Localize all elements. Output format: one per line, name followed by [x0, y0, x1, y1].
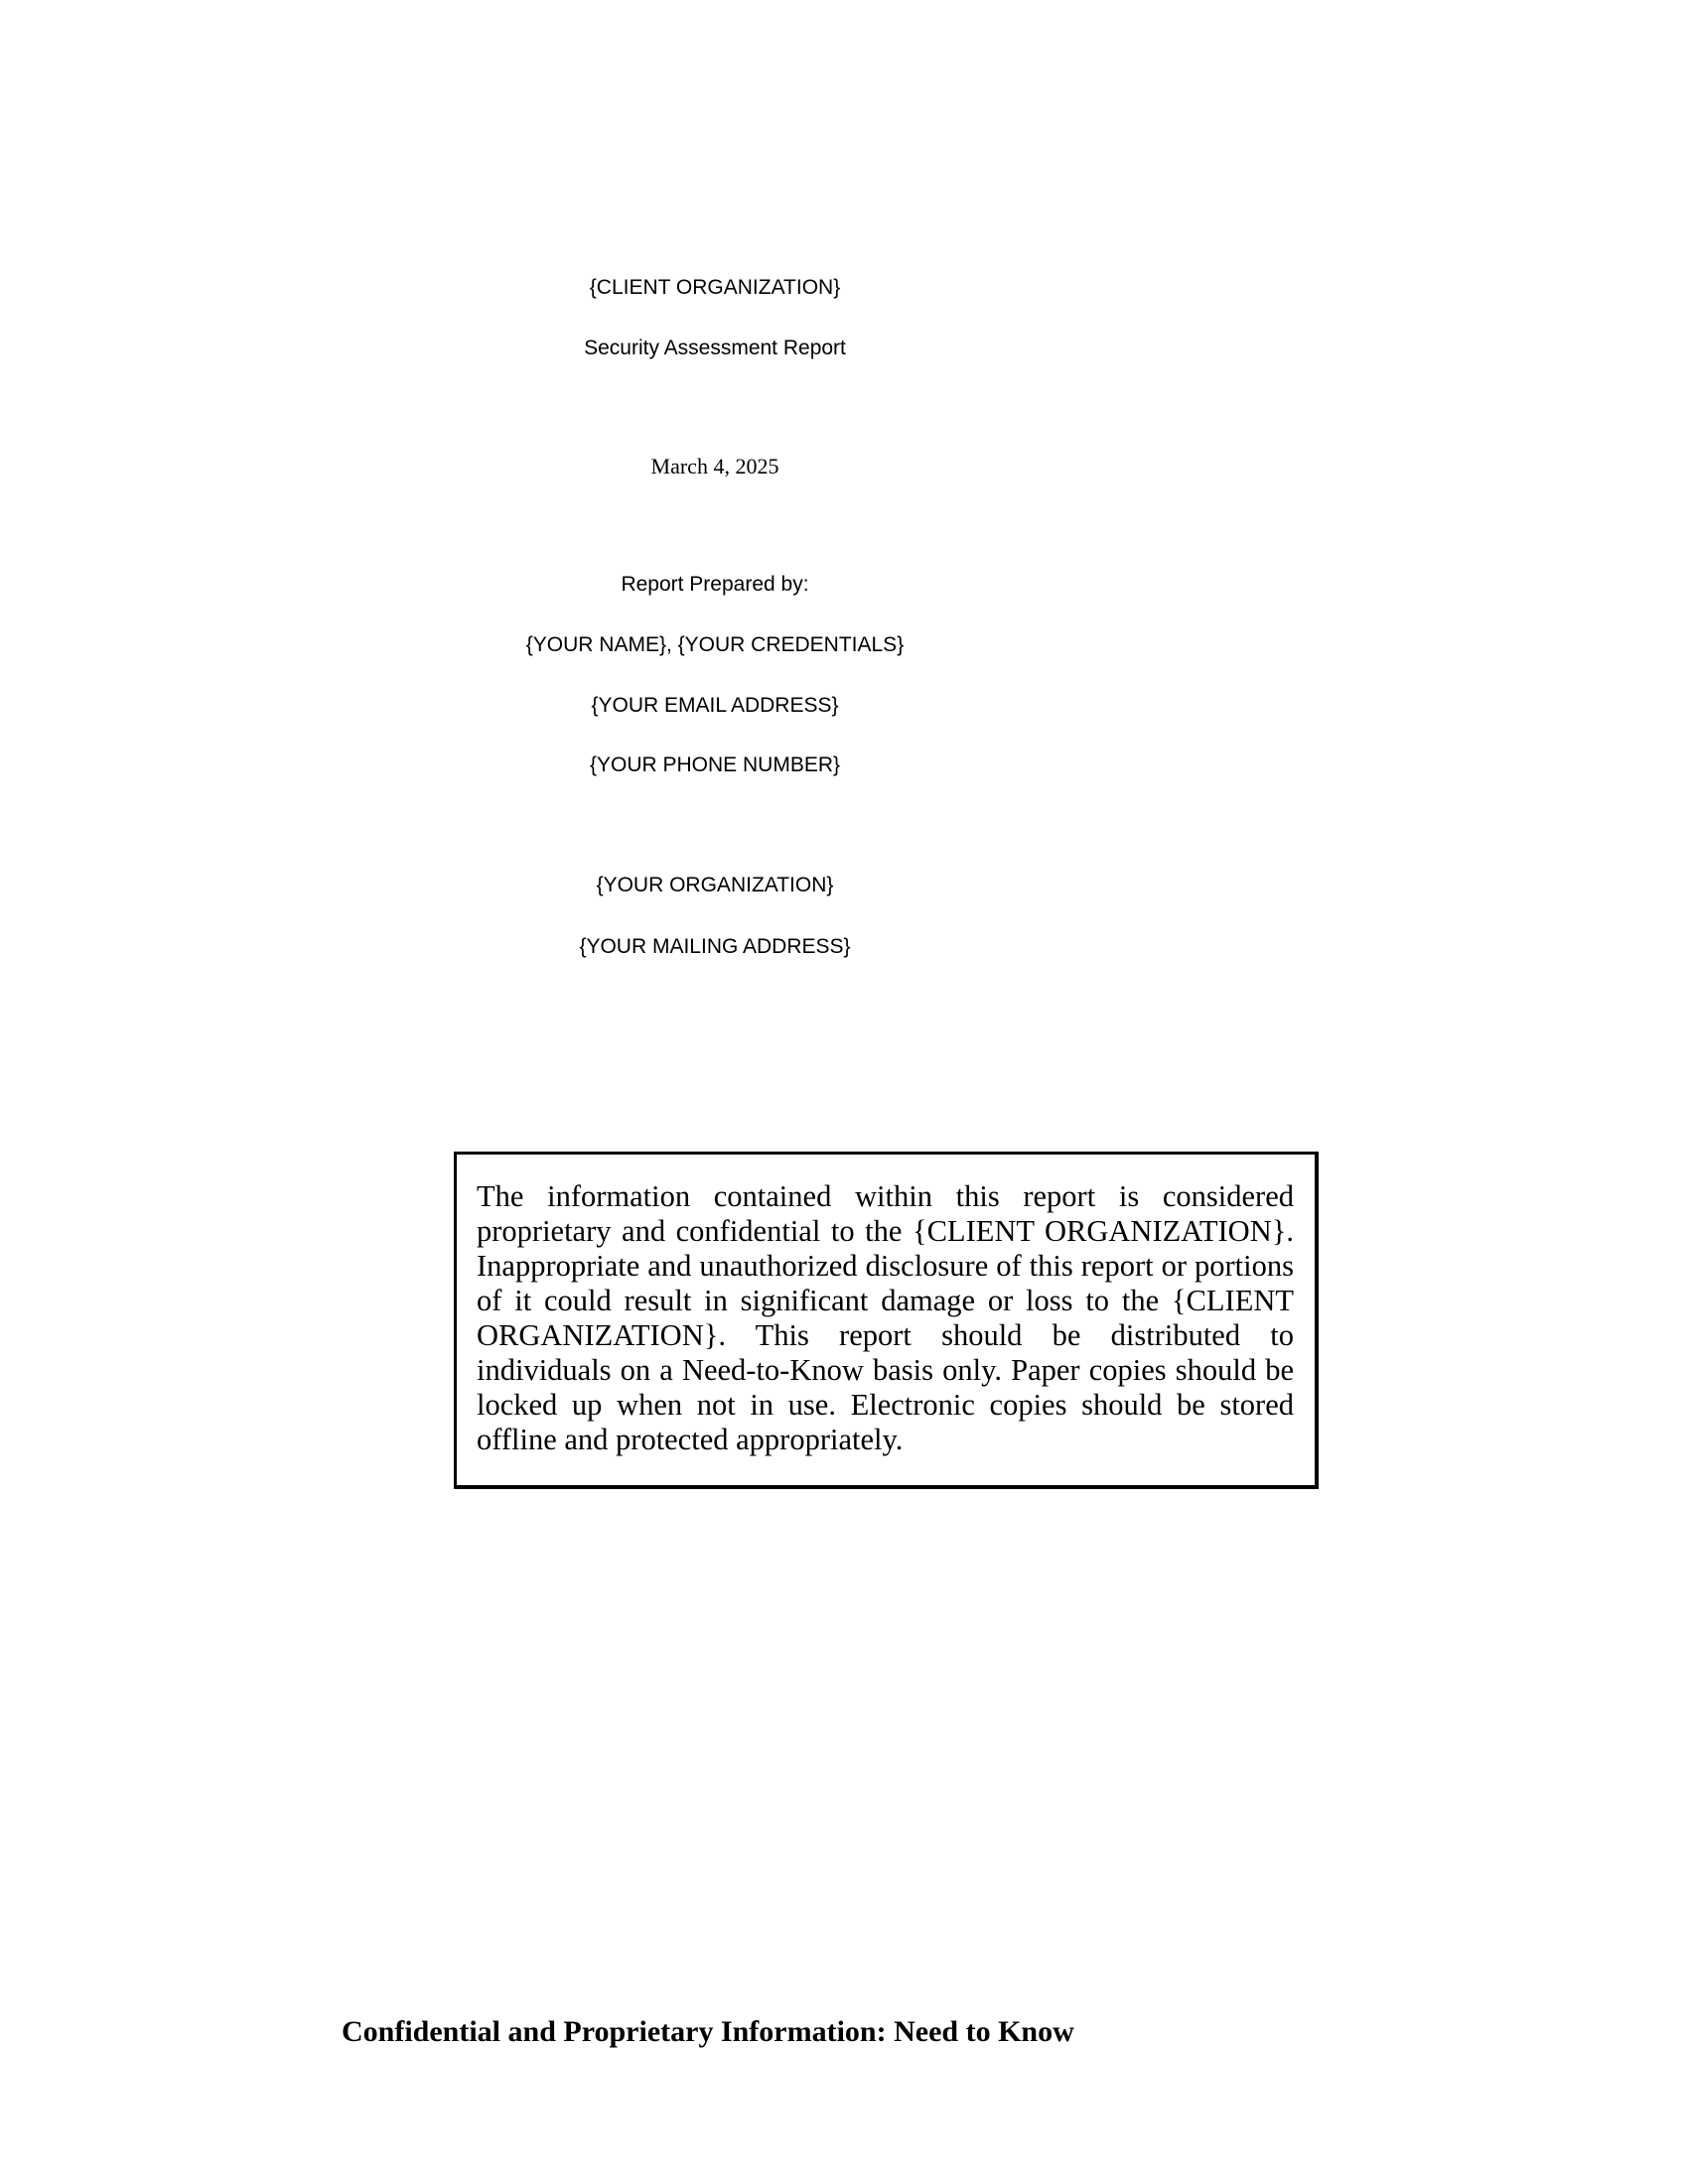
preparer-mailing-address: {YOUR MAILING ADDRESS}	[579, 935, 851, 958]
preparer-name-credentials: {YOUR NAME}, {YOUR CREDENTIALS}	[525, 633, 905, 656]
prepared-by-label: Report Prepared by:	[621, 573, 809, 596]
client-organization: {CLIENT ORGANIZATION}	[589, 276, 841, 299]
preparer-phone: {YOUR PHONE NUMBER}	[589, 753, 841, 776]
confidentiality-notice-text: The information contained within this report is considered proprietary and confidential to the {CLIENT ORGANIZATION}. Inappropriate and unauthorized disclosure of this report or portions of it could result in significant damage or loss to the {CLIENT ORGANIZATION}. This report should be distributed to individuals on a Need-to-Know basis only. Paper copies should be locked up when not in use. Electronic copies should be stored offline and protected appropriately.	[477, 1179, 1294, 1456]
confidentiality-notice-box	[454, 1152, 1319, 1489]
report-title: Security Assessment Report	[584, 337, 846, 359]
report-date: March 4, 2025	[650, 454, 779, 478]
preparer-organization: {YOUR ORGANIZATION}	[596, 874, 834, 896]
preparer-email: {YOUR EMAIL ADDRESS}	[591, 694, 839, 717]
footer-confidential-label: Confidential and Proprietary Information: Need to Know	[342, 2015, 1074, 2048]
